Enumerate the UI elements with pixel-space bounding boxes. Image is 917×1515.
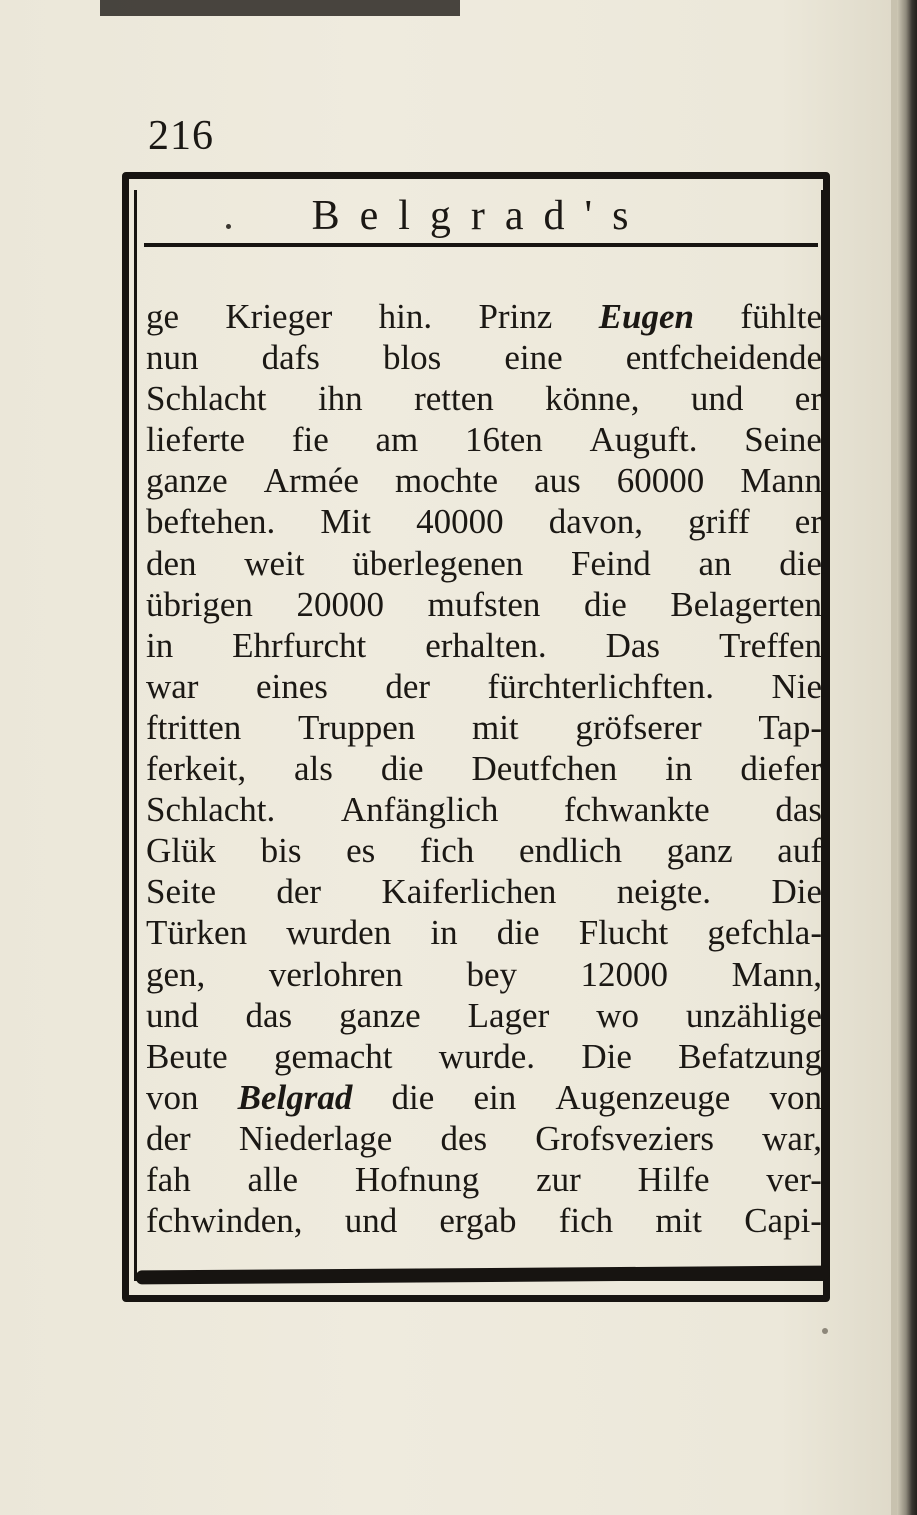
text-word: fühlte [740, 297, 822, 336]
text-word: Krieger [225, 297, 333, 336]
text-word: gefchla- [707, 913, 822, 953]
page-number: 216 [148, 113, 214, 159]
body-text [146, 296, 822, 1241]
text-word: fah [146, 1159, 191, 1199]
text-word: nun [146, 338, 199, 378]
text-word: von [146, 1077, 199, 1117]
text-word: Hilfe [637, 1159, 710, 1199]
text-word: Schlacht. [146, 790, 276, 830]
text-word: Glük [146, 831, 216, 871]
text-word: davon, [548, 502, 643, 542]
text-word: war, [762, 1118, 822, 1158]
text-word: Ehrfurcht [232, 625, 367, 665]
text-word: Grofsveziers [535, 1118, 715, 1158]
text-word: es [346, 831, 376, 871]
text-line [146, 419, 822, 460]
text-line [146, 584, 822, 625]
text-word: in [430, 913, 458, 953]
text-word: Mit [320, 502, 371, 542]
text-line [146, 501, 822, 542]
text-word: ganze [339, 995, 421, 1035]
paper-speck [822, 1328, 828, 1334]
text-line [146, 995, 822, 1036]
text-word: Prinz [478, 297, 553, 336]
text-word: dafs [261, 338, 320, 378]
text-word: 20000 [296, 584, 385, 624]
text-word: der [146, 1118, 191, 1158]
text-word: diefer [740, 749, 822, 789]
text-line [146, 1200, 822, 1241]
text-word: fürchterlichften. [487, 666, 714, 706]
text-word: alle [247, 1159, 299, 1199]
text-line [146, 871, 822, 912]
text-word: Truppen [297, 707, 416, 747]
text-word: von [769, 1077, 822, 1117]
text-word: Capi- [744, 1201, 822, 1241]
text-word: weit [244, 543, 305, 583]
text-word: und [146, 995, 199, 1035]
text-word: ein [473, 1077, 517, 1117]
text-line [146, 1077, 822, 1118]
text-word: Das [605, 625, 661, 665]
text-word: Anfänglich [340, 790, 499, 830]
text-word: ergab [439, 1201, 517, 1241]
text-line [146, 625, 822, 666]
text-word: mit [655, 1201, 702, 1241]
text-word: fie [291, 420, 329, 460]
text-word: die [779, 543, 822, 583]
text-word: Türken [146, 913, 248, 953]
text-line [146, 954, 822, 995]
text-word: und [344, 1201, 398, 1241]
text-word: 16ten [465, 420, 543, 460]
text-line [146, 1036, 822, 1077]
text-word: übrigen [146, 584, 253, 624]
text-word: mochte [394, 461, 498, 501]
text-word: gemacht [273, 1036, 393, 1076]
text-word: ganze [146, 461, 228, 501]
text-word: Mann, [731, 954, 822, 994]
text-line [146, 789, 822, 830]
text-word: ver- [766, 1159, 822, 1199]
text-word: entfcheidende [625, 338, 822, 378]
text-word: die [584, 584, 627, 624]
text-word: mufsten [427, 584, 541, 624]
text-word: gröfserer [575, 707, 702, 747]
running-head-rule [144, 243, 818, 247]
text-line [146, 1118, 822, 1159]
text-word: er [794, 502, 822, 542]
text-line [146, 748, 822, 789]
text-word: 40000 [416, 502, 504, 542]
text-word: in [665, 749, 693, 789]
text-word: Schlacht [146, 379, 267, 419]
text-word: Die [771, 872, 822, 912]
text-word: den [146, 543, 197, 583]
text-line [146, 707, 822, 748]
text-word: Hofnung [354, 1159, 480, 1199]
text-word: Nie [771, 666, 822, 706]
text-word: des [440, 1118, 488, 1158]
book-spine-edge [897, 0, 917, 1515]
text-word: Feind [571, 543, 651, 583]
running-head: Belgrad's [311, 193, 649, 239]
text-word: verlohren [268, 954, 403, 994]
text-word: wo [596, 995, 639, 1035]
text-word: das [775, 790, 822, 830]
text-word: und [690, 379, 744, 419]
text-word: Eugen [598, 297, 694, 336]
text-word: Tap- [758, 707, 822, 747]
text-word: Armée [263, 461, 359, 501]
text-word: retten [414, 379, 494, 419]
text-word: 12000 [580, 954, 669, 994]
text-word: war [146, 666, 199, 706]
text-word: Seine [744, 420, 822, 460]
text-word: als [294, 749, 333, 789]
text-word: Belgrad [237, 1077, 353, 1117]
text-word: fich [419, 831, 475, 871]
text-word: fich [558, 1201, 614, 1241]
text-word: ge [146, 297, 180, 336]
text-word: fchwinden, [146, 1201, 303, 1241]
text-word: ihn [317, 379, 363, 419]
text-word: bis [260, 831, 302, 871]
text-word: hin. [378, 297, 433, 336]
text-word: ferkeit, [146, 749, 247, 789]
text-word: gen, [146, 954, 206, 994]
text-word: Augenzeuge [555, 1077, 731, 1117]
text-word: Niederlage [238, 1118, 393, 1158]
text-word: bey [466, 954, 518, 994]
text-word: Befatzung [678, 1036, 822, 1076]
text-word: fchwankte [563, 790, 710, 830]
text-word: an [698, 543, 732, 583]
text-line [146, 296, 822, 337]
text-word: lieferte [146, 420, 246, 460]
text-word: Die [581, 1036, 632, 1076]
text-word: Seite [146, 872, 216, 912]
text-line [146, 830, 822, 871]
text-word: wurde. [438, 1036, 536, 1076]
text-word: eine [504, 338, 563, 378]
text-word: könne, [545, 379, 640, 419]
text-word: griff [688, 502, 750, 542]
text-word: mit [471, 707, 519, 747]
text-word: neigte. [616, 872, 712, 912]
text-word: das [245, 995, 293, 1035]
text-word: ganz [666, 831, 733, 871]
text-word: in [146, 625, 174, 665]
top-edge-shadow [100, 0, 460, 16]
text-word: aus [534, 461, 581, 501]
text-word: der [276, 872, 322, 912]
text-word: Kaiferlichen [381, 872, 557, 912]
text-word: wurden [286, 913, 392, 953]
text-word: er [794, 379, 822, 419]
text-word: Belagerten [670, 584, 822, 624]
text-line [146, 543, 822, 584]
text-word: Flucht [578, 913, 669, 953]
text-word: Auguft. [589, 420, 698, 460]
text-word: Beute [146, 1036, 228, 1076]
text-word: beftehen. [146, 502, 276, 542]
text-word: blos [382, 338, 442, 378]
text-word: die [496, 913, 540, 953]
text-word: die [380, 749, 424, 789]
text-word: Deutfchen [471, 749, 618, 789]
text-word: erhalten. [425, 625, 547, 665]
text-word: auf [777, 831, 822, 871]
text-word: eines [255, 666, 328, 706]
text-word: der [385, 666, 431, 706]
text-line [146, 337, 822, 378]
text-line [146, 666, 822, 707]
text-word: endlich [518, 831, 622, 871]
text-word: Mann [740, 461, 822, 501]
text-line [146, 1159, 822, 1200]
text-word: überlegenen [352, 543, 524, 583]
text-word: 60000 [616, 461, 705, 501]
text-word: Treffen [718, 625, 822, 665]
text-word: die [391, 1077, 435, 1117]
text-word: ftritten [146, 707, 242, 747]
text-line [146, 378, 822, 419]
text-word: Lager [467, 995, 550, 1035]
text-word: zur [536, 1159, 581, 1199]
text-word: am [375, 420, 419, 460]
text-line [146, 912, 822, 953]
text-line [146, 460, 822, 501]
text-word: unzählige [685, 995, 822, 1035]
